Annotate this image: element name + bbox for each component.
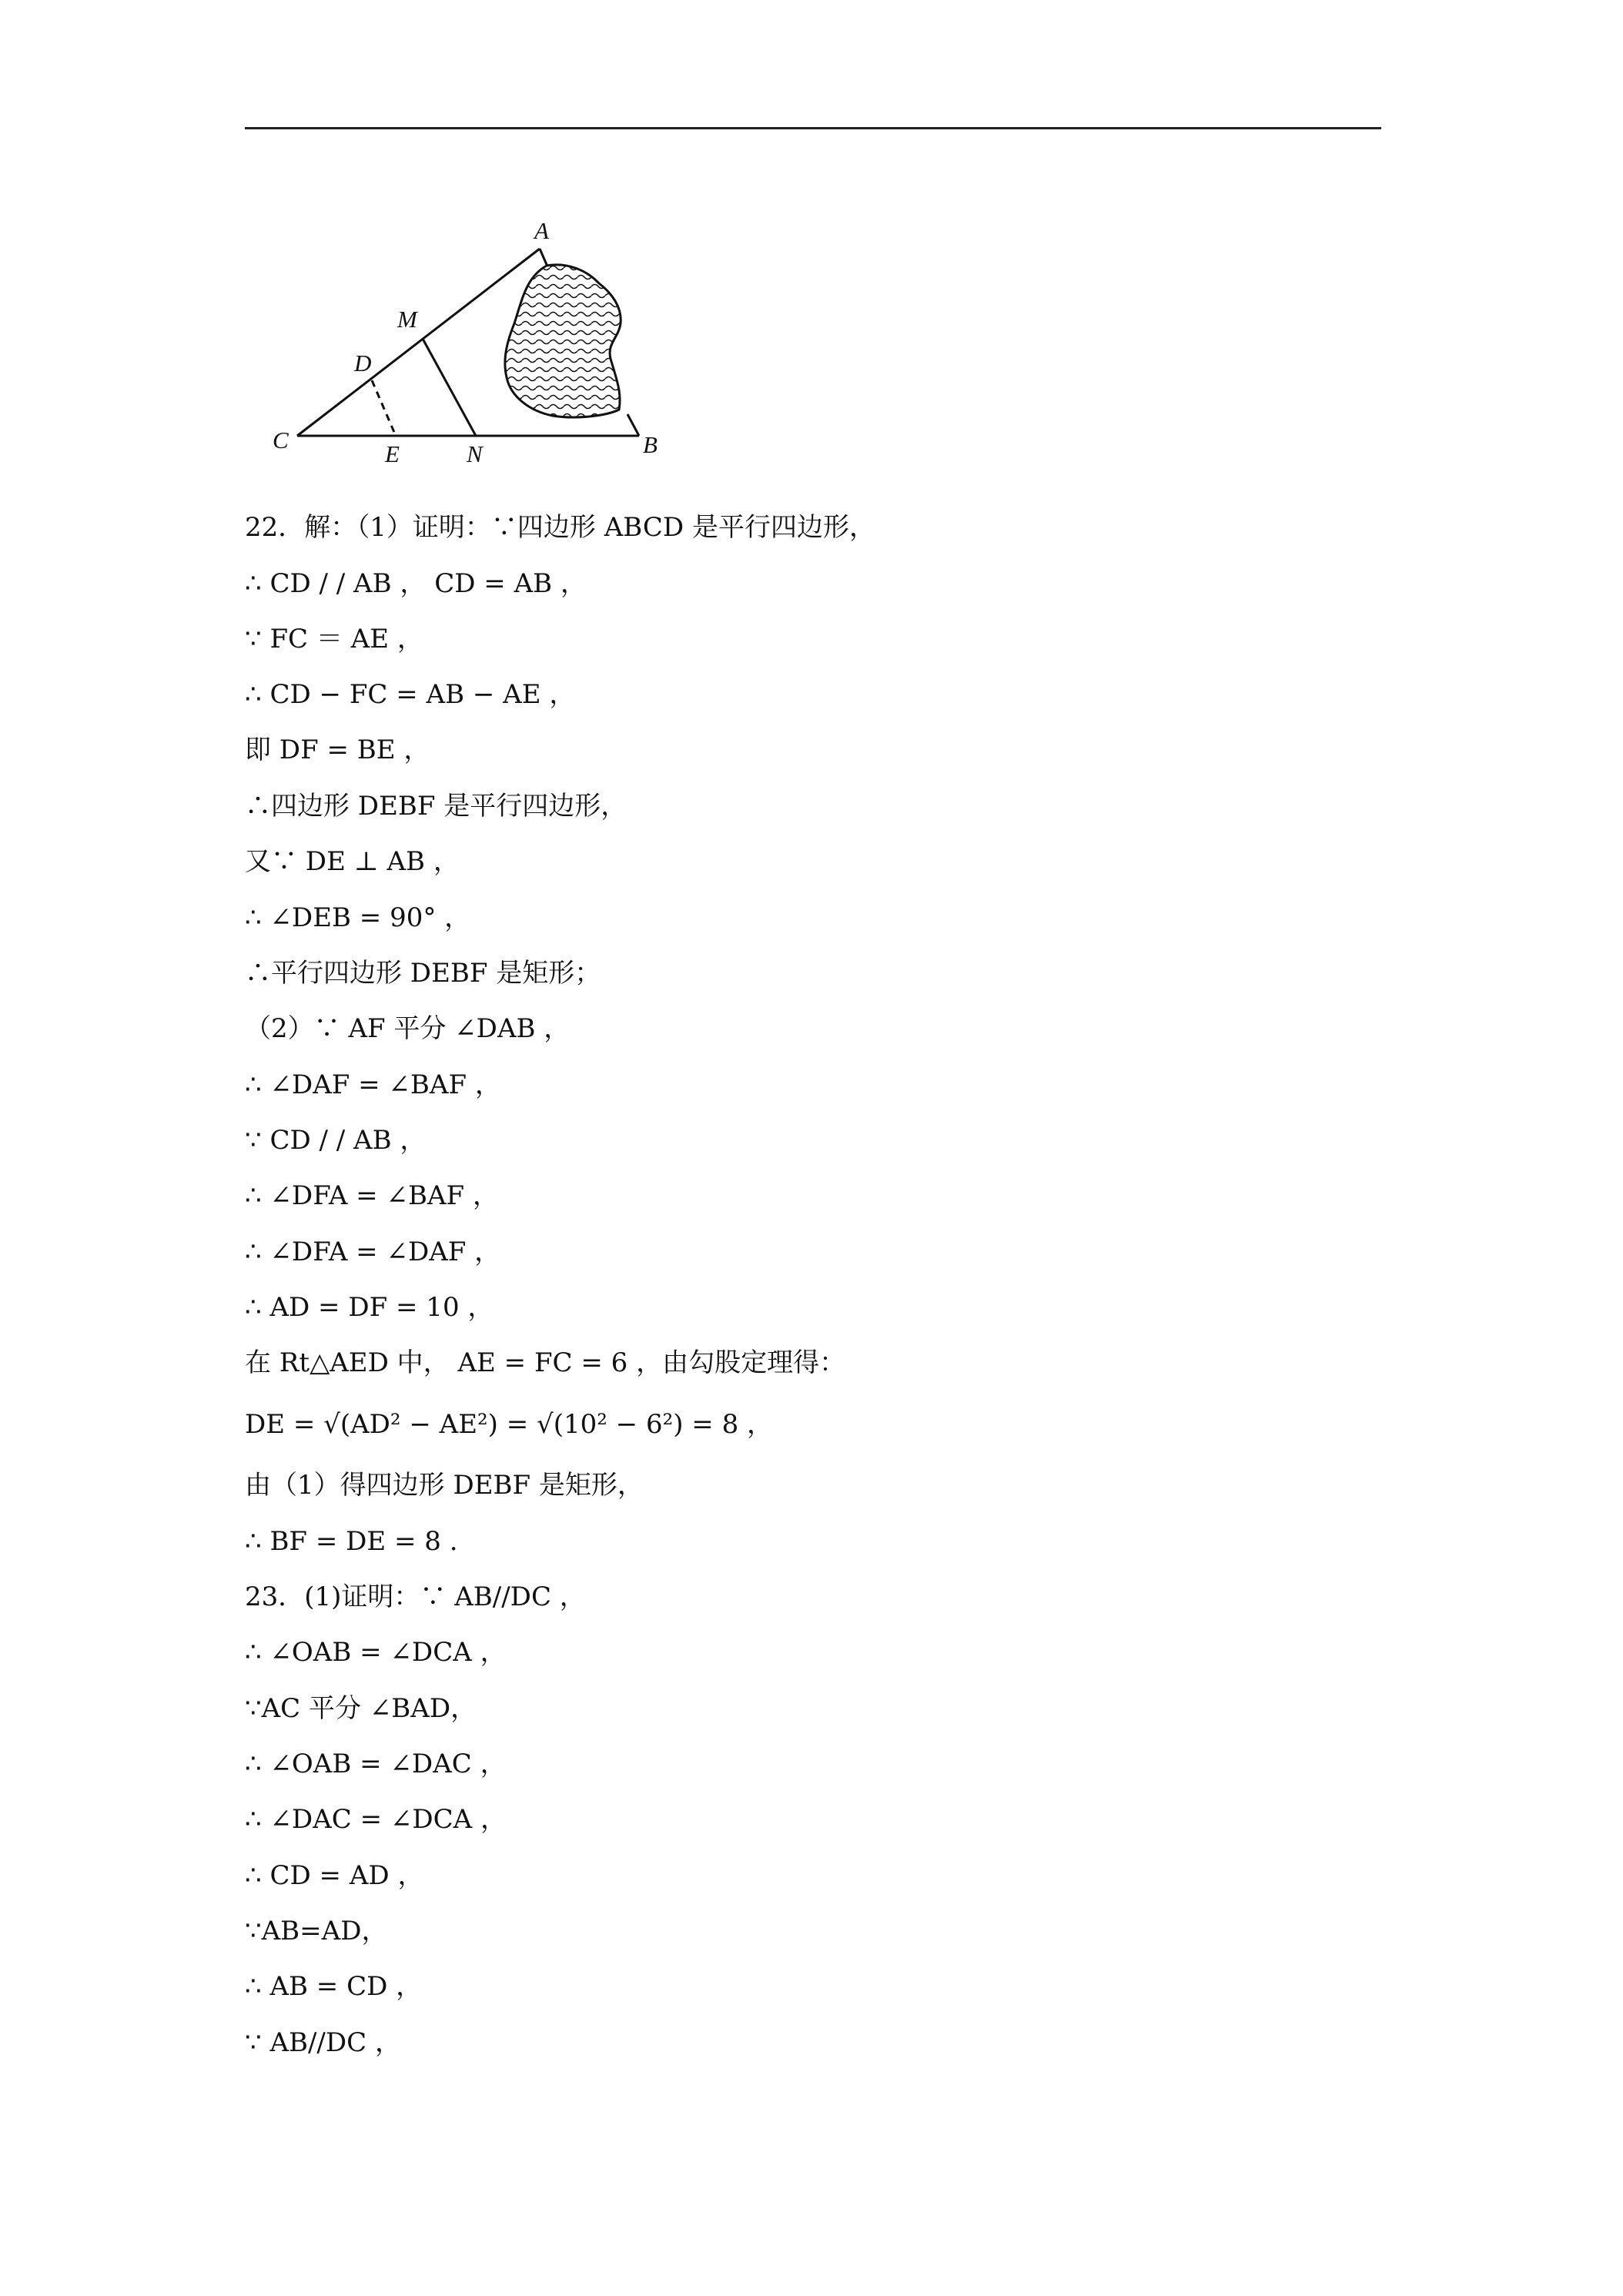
solution-line: 22．解：（1）证明：∵四边形 ABCD 是平行四边形， (245, 512, 875, 543)
solution-line: ∵AB=AD， (245, 1916, 388, 1946)
label-d: D (354, 350, 372, 377)
label-e: E (385, 440, 400, 467)
solution-line: 由（1）得四边形 DEBF 是矩形， (245, 1470, 644, 1501)
solution-line: ∵ CD / / AB ， (245, 1125, 427, 1156)
solution-line: ∵AC 平分 ∠BAD， (245, 1693, 477, 1724)
solution-line: ∴四边形 DEBF 是平行四边形， (245, 791, 627, 822)
solution-line: ∴ AD = DF = 10 ， (245, 1292, 494, 1323)
solution-line: ∴ CD − FC = AB − AE ， (245, 679, 576, 710)
solution-line: ∴ AB = CD ， (245, 1971, 423, 2002)
solution-line: ∴ BF = DE = 8 . (245, 1526, 458, 1557)
solution-line: 在 Rt△AED 中， AE = FC = 6 ，由勾股定理得： (245, 1347, 846, 1378)
solution-line: ∵ FC ＝ AE ， (245, 624, 423, 654)
solution-line: ∴ CD = AD ， (245, 1860, 424, 1891)
label-c: C (273, 427, 289, 454)
solution-line: （2）∵ AF 平分 ∠DAB ， (245, 1013, 571, 1044)
solution-line: 23．(1)证明：∵ AB//DC ， (245, 1581, 586, 1612)
label-n: N (467, 440, 483, 467)
solution-line: ∴平行四边形 DEBF 是矩形； (245, 958, 601, 989)
label-m: M (397, 306, 417, 333)
solution-line: ∴ ∠DAC = ∠DCA ， (245, 1804, 507, 1835)
solution-line: ∴ ∠OAB = ∠DCA ， (245, 1637, 507, 1668)
solution-line: DE = √(AD² − AE²) = √(10² − 6²) = 8 ， (245, 1409, 774, 1440)
solution-line: ∵ AB//DC ， (245, 2027, 401, 2058)
solution-line: 即 DF = BE ， (245, 735, 430, 765)
solution-line: ∴ ∠DEB = 90° ， (245, 902, 471, 933)
label-b: B (643, 431, 658, 458)
label-a: A (534, 217, 549, 244)
solution-line: ∴ ∠DFA = ∠BAF ， (245, 1180, 499, 1211)
solution-line: ∴ ∠DAF = ∠BAF ， (245, 1069, 501, 1100)
solution-line: ∴ CD / / AB ， CD = AB ， (245, 568, 587, 599)
solution-line: ∴ ∠DFA = ∠DAF ， (245, 1237, 501, 1267)
solution-line: 又∵ DE ⊥ AB ， (245, 846, 460, 877)
solution-line: ∴ ∠OAB = ∠DAC ， (245, 1749, 507, 1779)
